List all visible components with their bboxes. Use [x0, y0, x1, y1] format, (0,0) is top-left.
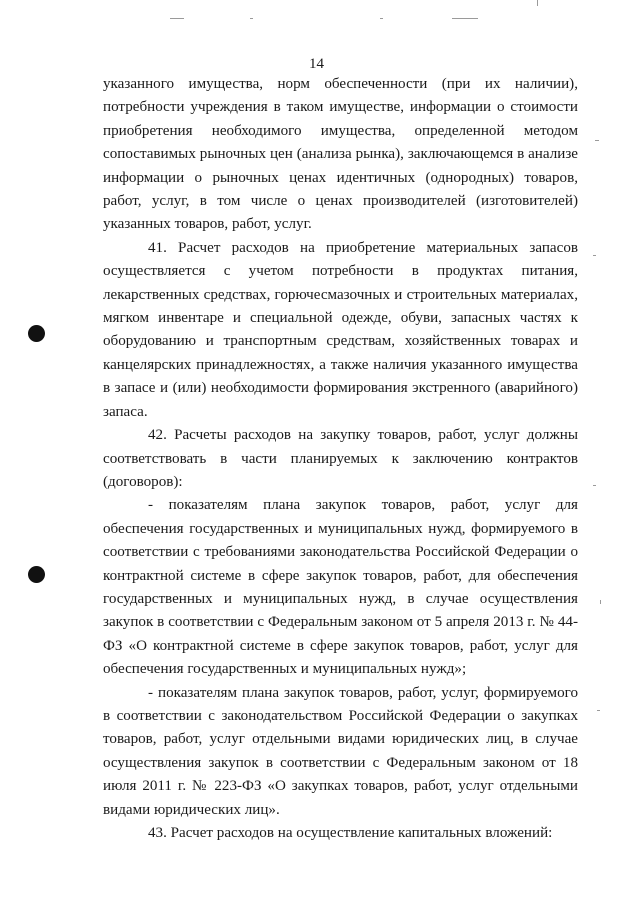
scan-speck: [537, 0, 538, 6]
paragraph-clause-43: 43. Расчет расходов на осуществление капитальных вложений:: [148, 825, 553, 841]
scan-speck: [593, 485, 596, 486]
punch-hole-upper: [28, 325, 45, 342]
scan-speck: [380, 18, 383, 19]
scan-speck: [595, 140, 599, 141]
punch-hole-lower: [28, 566, 45, 583]
scan-speck: [593, 255, 596, 256]
document-body: [103, 73, 578, 845]
page-number: 14: [309, 56, 324, 72]
scan-speck: [250, 18, 253, 19]
paragraph-clause-42-item-1: - показателям плана закупок товаров, работ, услуг для обеспечения государственных и муниципальных нужд, формируемого в соответствии с требованиями законодательства Российской Федерации о контрактной системе в сфере закупок товаров, работ, для обеспечения государственных и муниципальных нужд, в случае осуществления закупок в соответствии с Федеральным законом от 5 апреля 2013 г. № 44-ФЗ «О контрактной системе в сфере закупок товаров, работ, услуг для обеспечения государственных и муниципальных нужд»;: [103, 497, 578, 678]
paragraph-clause-42: 42. Расчеты расходов на закупку товаров, работ, услуг должны соответствовать в части планируемых к заключению контрактов (договоров):: [103, 427, 578, 490]
scan-speck: [452, 18, 478, 19]
paragraph-continuation: указанного имущества, норм обеспеченности (при их наличии), потребности учреждения в таком имуществе, информации о стоимости приобретения необходимого имущества, определенной методом сопоставимых рыночных цен (анализа рынка), заключающемся в анализе информации о рыночных ценах идентичных (однородных) товаров, работ, услуг, в том числе о ценах производителей (изготовителей) указанных товаров, работ, услуг.: [103, 76, 578, 233]
scan-speck: [597, 710, 600, 711]
paragraph-clause-42-item-2: - показателям плана закупок товаров, работ, услуг, формируемого в соответствии с законодательством Российской Федерации о закупках товаров, работ, услуг отдельными видами юридических лиц, в случае осуществления закупок в соответствии с Федеральным законом от 18 июля 2011 г. № 223-ФЗ «О закупках товаров, работ, услуг отдельными видами юридических лиц».: [103, 684, 578, 818]
scan-speck: [600, 600, 601, 604]
scan-speck: [170, 18, 184, 19]
paragraph-clause-41: 41. Расчет расходов на приобретение материальных запасов осуществляется с учетом потребности в продуктах питания, лекарственных средствах, горючесмазочных и строительных материалах, мягком инвентаре и специальной одежде, обуви, запасных частях к оборудованию и транспортным средствам, хозяйственных товарах и канцелярских принадлежностях, а также наличия указанного имущества в запасе и (или) необходимости формирования экстренного (аварийного) запаса.: [103, 239, 578, 420]
